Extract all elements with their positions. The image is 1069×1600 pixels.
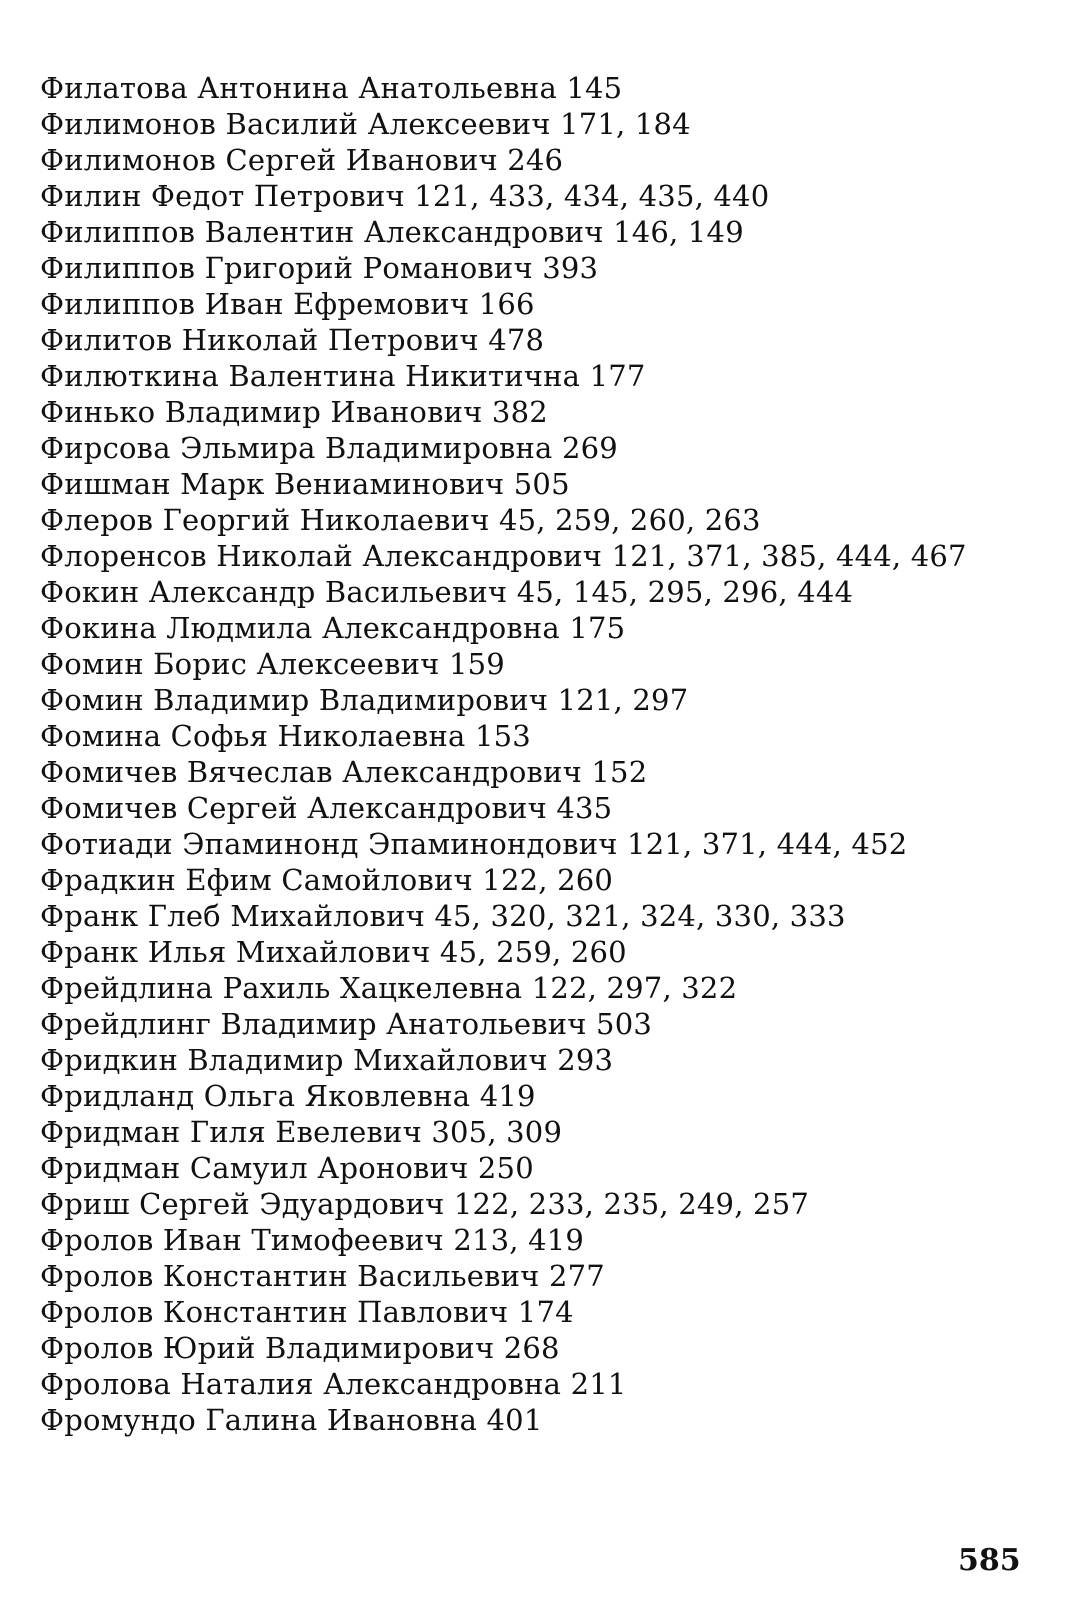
- index-entry: Фирсова Эльмира Владимировна 269: [40, 431, 618, 465]
- index-entry: Финько Владимир Иванович 382: [40, 395, 548, 429]
- index-entry: Флоренсов Николай Александрович 121, 371, 385, 444, 467: [40, 539, 967, 573]
- index-entry: Фомина Софья Николаевна 153: [40, 719, 531, 753]
- index-entry: Флеров Георгий Николаевич 45, 259, 260, 263: [40, 503, 761, 537]
- index-entry: Фрейдлина Рахиль Хацкелевна 122, 297, 322: [40, 971, 738, 1005]
- index-entry: Фролова Наталия Александровна 211: [40, 1367, 627, 1401]
- index-entry: Филиппов Григорий Романович 393: [40, 251, 599, 285]
- index-entry: Фридланд Ольга Яковлевна 419: [40, 1079, 536, 1113]
- index-entry: Фролов Константин Павлович 174: [40, 1295, 574, 1329]
- index-entry: Фриш Сергей Эдуардович 122, 233, 235, 249, 257: [40, 1187, 809, 1221]
- index-entry: Филин Федот Петрович 121, 433, 434, 435, 440: [40, 179, 770, 213]
- index-entry: Фридкин Владимир Михайлович 293: [40, 1043, 614, 1077]
- index-entry: Франк Илья Михайлович 45, 259, 260: [40, 935, 627, 969]
- index-entry: Фридман Гиля Евелевич 305, 309: [40, 1115, 563, 1149]
- index-entry: Фрадкин Ефим Самойлович 122, 260: [40, 863, 614, 897]
- index-entry: Филатова Антонина Анатольевна 145: [40, 71, 623, 105]
- index-entry: Фокина Людмила Александровна 175: [40, 611, 626, 645]
- name-index-list: [40, 70, 1050, 1438]
- page-number: 585: [958, 1543, 1021, 1578]
- index-entry: Филитов Николай Петрович 478: [40, 323, 545, 357]
- index-entry: Фрейдлинг Владимир Анатольевич 503: [40, 1007, 653, 1041]
- index-entry: Фомин Борис Алексеевич 159: [40, 647, 505, 681]
- index-entry: Фомин Владимир Владимирович 121, 297: [40, 683, 689, 717]
- index-entry: Франк Глеб Михайлович 45, 320, 321, 324, 330, 333: [40, 899, 846, 933]
- index-entry: Фотиади Эпаминонд Эпаминондович 121, 371, 444, 452: [40, 827, 908, 861]
- index-entry: Фролов Юрий Владимирович 268: [40, 1331, 560, 1365]
- index-entry: Филюткина Валентина Никитична 177: [40, 359, 646, 393]
- index-entry: Филимонов Сергей Иванович 246: [40, 143, 564, 177]
- index-entry: Филимонов Василий Алексеевич 171, 184: [40, 107, 691, 141]
- index-entry: Фролов Иван Тимофеевич 213, 419: [40, 1223, 585, 1257]
- index-entry: Филиппов Валентин Александрович 146, 149: [40, 215, 744, 249]
- index-entry: Фишман Марк Вениаминович 505: [40, 467, 570, 501]
- index-entry: Фомичев Вячеслав Александрович 152: [40, 755, 648, 789]
- index-entry: Фокин Александр Васильевич 45, 145, 295, 296, 444: [40, 575, 854, 609]
- index-entry: Фомичев Сергей Александрович 435: [40, 791, 613, 825]
- index-entry: Фролов Константин Васильевич 277: [40, 1259, 605, 1293]
- index-entry: Фромундо Галина Ивановна 401: [40, 1403, 543, 1437]
- index-entry: Фридман Самуил Аронович 250: [40, 1151, 534, 1185]
- index-entry: Филиппов Иван Ефремович 166: [40, 287, 535, 321]
